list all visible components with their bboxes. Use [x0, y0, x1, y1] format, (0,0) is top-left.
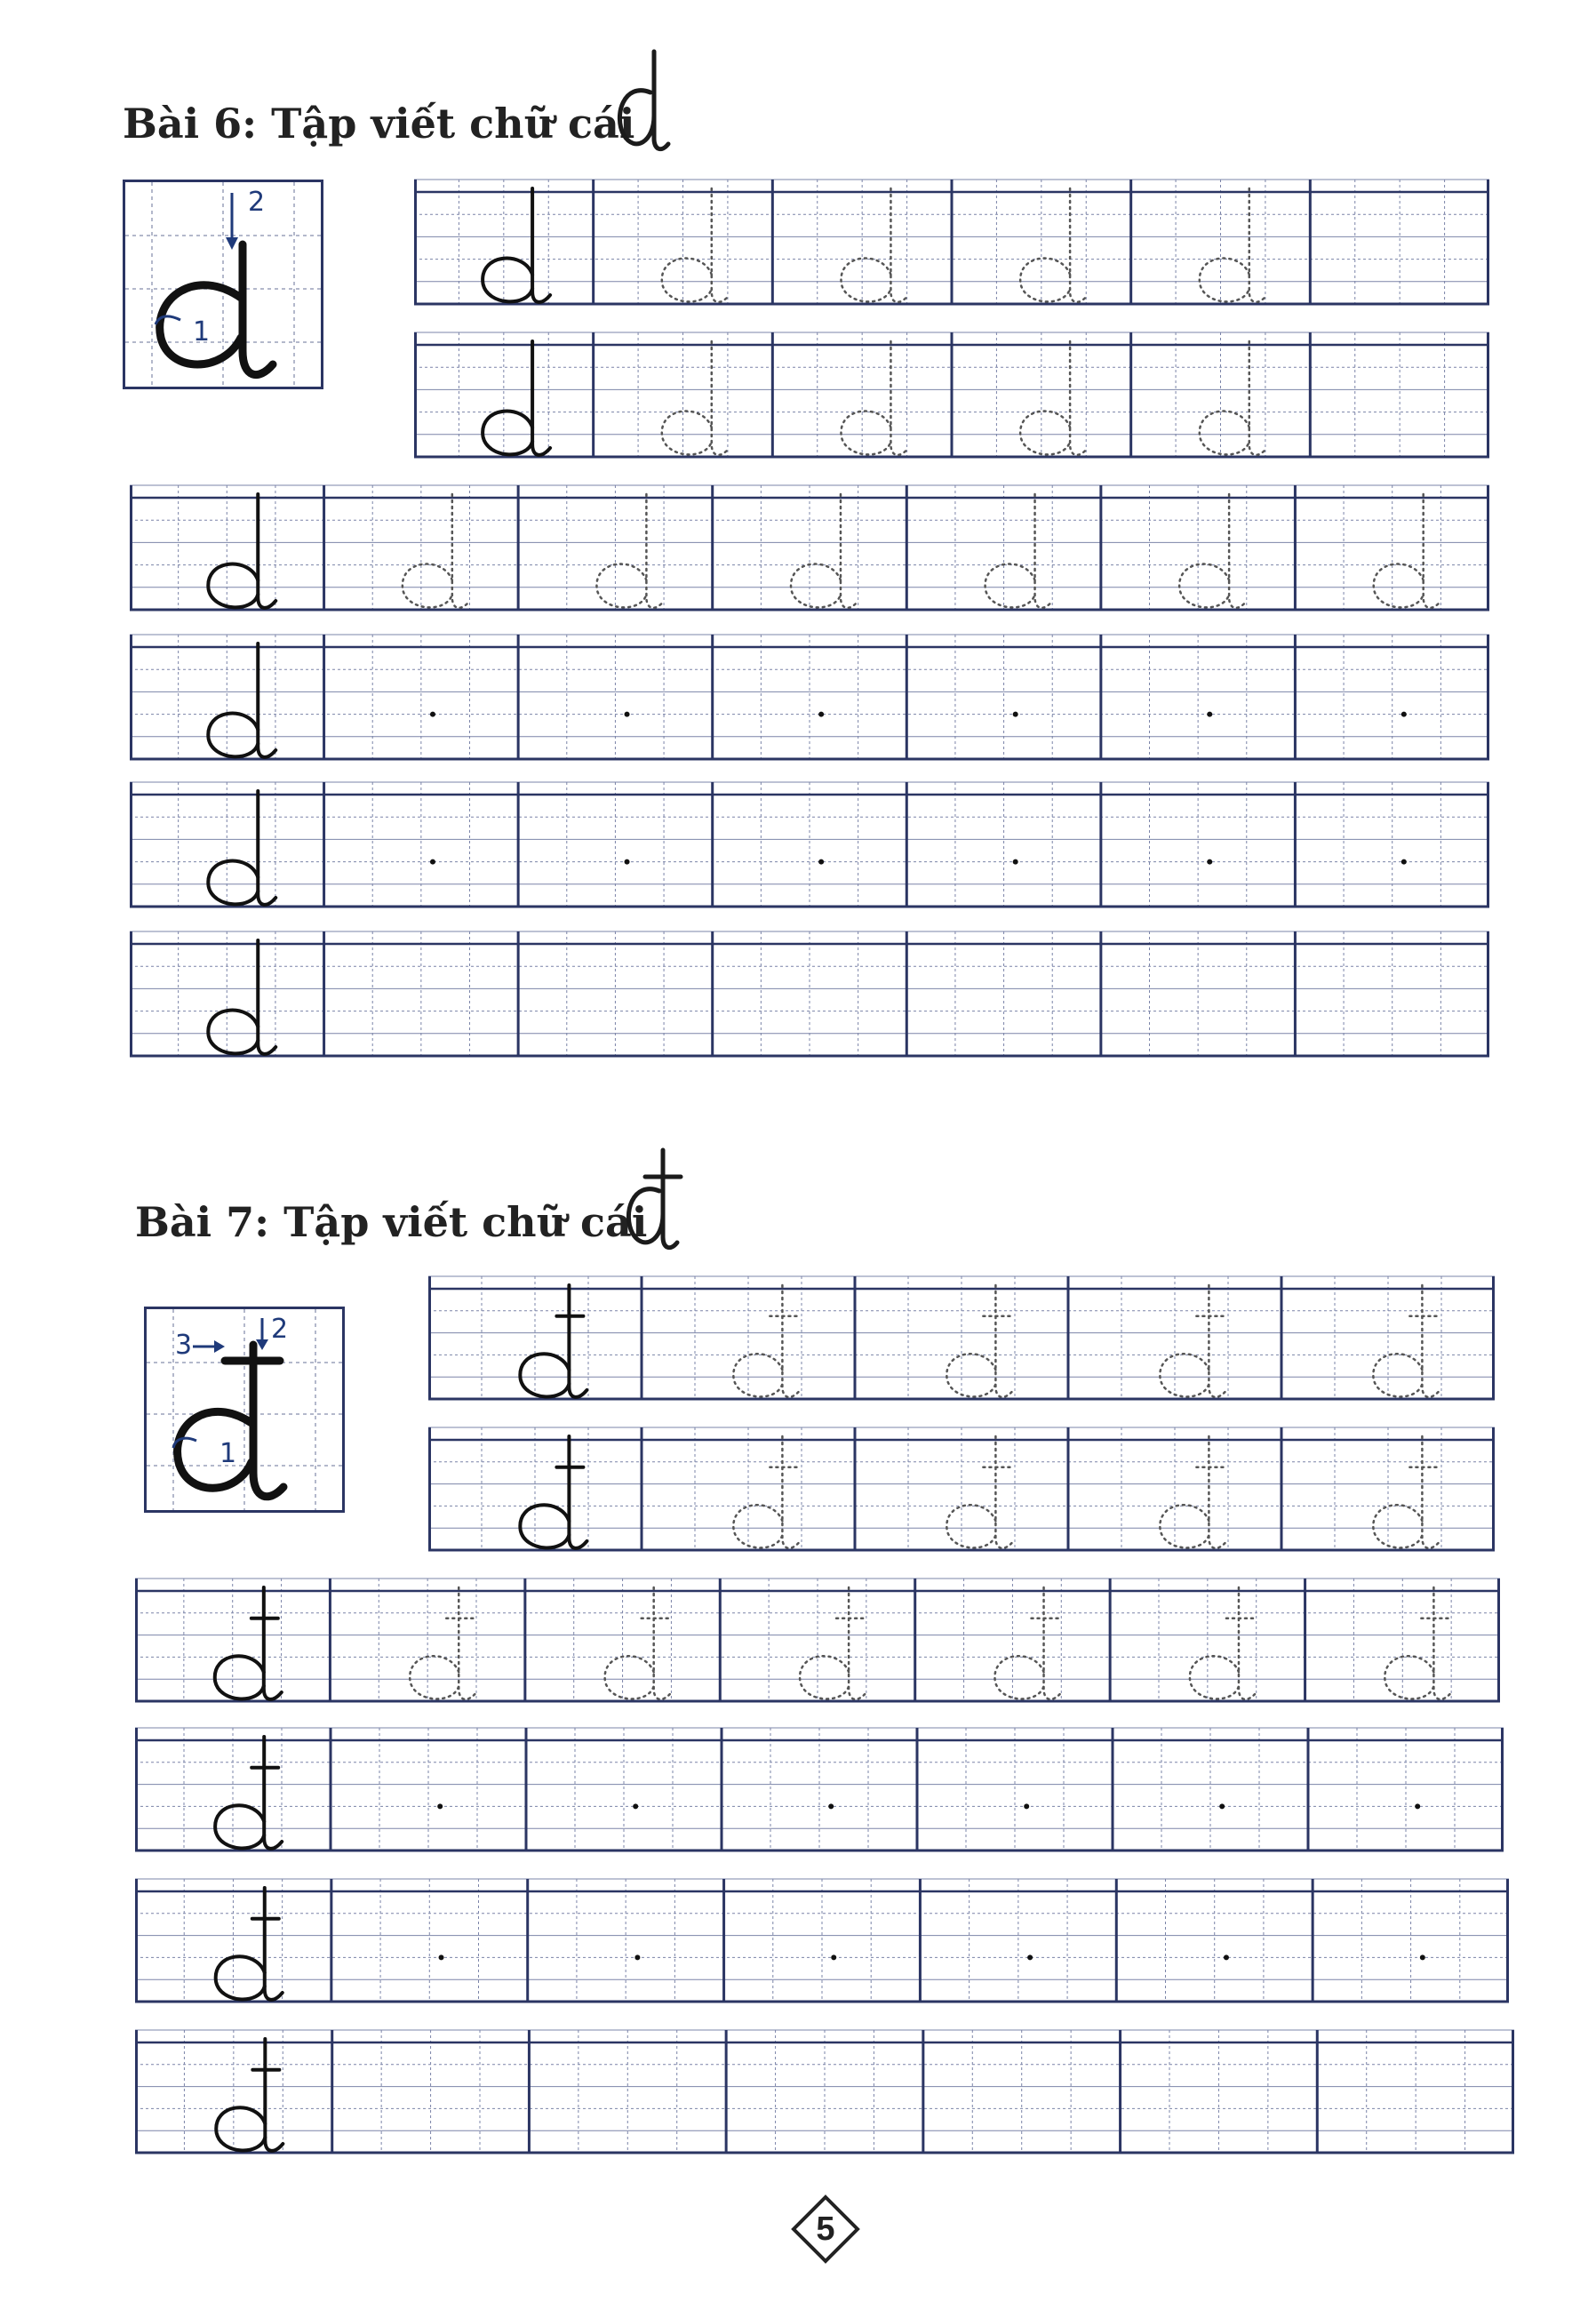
- practice-row[interactable]: [135, 1575, 1500, 1708]
- letter-bowl: [1200, 259, 1249, 302]
- start-dot: [1219, 1803, 1225, 1809]
- letter-bowl: [403, 564, 452, 608]
- letter-bowl: [841, 259, 890, 302]
- letter-stem: [569, 1285, 587, 1397]
- letter-stem: [264, 1587, 282, 1699]
- letter-bowl: [733, 1505, 782, 1547]
- title-letter-dd-glyph: [613, 1145, 702, 1260]
- practice-row[interactable]: [135, 1875, 1509, 2009]
- letter-bowl: [1190, 1656, 1239, 1699]
- start-dot: [1401, 712, 1407, 717]
- practice-row[interactable]: [130, 482, 1489, 617]
- letter-stem: [1424, 494, 1441, 608]
- letter-stem: [532, 341, 550, 455]
- section-title-bai7: Bài 7: Tập viết chữ cái: [135, 1198, 648, 1246]
- stroke-number-2: 2: [248, 187, 266, 218]
- letter-bowl: [208, 861, 258, 905]
- letter-stem: [452, 494, 470, 608]
- letter-bowl: [520, 1505, 569, 1547]
- letter-bowl: [596, 564, 646, 608]
- letter-bowl: [208, 1011, 258, 1054]
- start-dot: [1207, 859, 1212, 865]
- letter-bowl: [946, 1354, 995, 1396]
- start-dot: [818, 712, 824, 717]
- letter-bowl: [1200, 412, 1249, 455]
- letter-bowl: [483, 412, 532, 455]
- start-dot: [1024, 1803, 1029, 1809]
- start-dot: [1207, 712, 1212, 717]
- letter-bowl: [1020, 412, 1070, 455]
- letter-bowl: [1179, 564, 1229, 608]
- letter-stem: [1422, 1285, 1440, 1397]
- practice-row[interactable]: [135, 2026, 1514, 2160]
- letter-stem: [1239, 1587, 1257, 1699]
- letter-stem: [459, 1587, 476, 1699]
- letter-stem: [712, 188, 730, 302]
- letter-stem: [995, 1436, 1013, 1548]
- start-dot: [1224, 1954, 1229, 1960]
- letter-bowl: [733, 1354, 782, 1396]
- start-dot: [1027, 1954, 1033, 1960]
- letter-bowl: [215, 1656, 264, 1699]
- start-dot: [625, 712, 630, 717]
- letter-stem: [258, 940, 275, 1054]
- stroke-guide-d: [123, 180, 323, 389]
- start-dot: [818, 859, 824, 865]
- letter-bowl: [1373, 1505, 1422, 1547]
- letter-bowl: [1373, 1354, 1422, 1396]
- letter-stem: [782, 1436, 800, 1548]
- letter-bowl: [520, 1354, 569, 1396]
- letter-bowl: [662, 412, 712, 455]
- letter-bowl: [483, 259, 532, 302]
- stroke-number-1: 1: [193, 316, 211, 348]
- letter-stem: [1070, 341, 1088, 455]
- letter-bowl: [791, 564, 841, 608]
- letter-bowl: [605, 1656, 654, 1699]
- letter-stem: [1249, 341, 1267, 455]
- letter-stem: [265, 1888, 283, 2000]
- letter-bowl: [215, 1805, 264, 1848]
- start-dot: [437, 1803, 443, 1809]
- letter-stem: [995, 1285, 1013, 1397]
- letter-stem: [1209, 1285, 1226, 1397]
- practice-row[interactable]: [428, 1273, 1495, 1406]
- start-dot: [1013, 712, 1018, 717]
- letter-bowl: [208, 714, 258, 757]
- letter-bowl: [1160, 1354, 1209, 1396]
- stroke-number-1: 1: [219, 1438, 237, 1469]
- letter-bowl: [994, 1656, 1043, 1699]
- start-dot: [1415, 1803, 1420, 1809]
- letter-stem: [265, 2039, 283, 2151]
- start-dot: [634, 1954, 640, 1960]
- letter-stem: [654, 1587, 672, 1699]
- stroke-number-3: 3: [175, 1330, 193, 1361]
- letter-stem: [1209, 1436, 1226, 1548]
- start-dot: [430, 859, 435, 865]
- letter-stem: [841, 494, 858, 608]
- practice-row[interactable]: [135, 1724, 1504, 1858]
- practice-row[interactable]: [414, 176, 1489, 311]
- letter-bowl: [841, 412, 890, 455]
- letter-bowl: [1385, 1656, 1433, 1699]
- letter-bowl: [410, 1656, 459, 1699]
- letter-stem: [258, 791, 275, 905]
- letter-stem: [258, 494, 275, 608]
- stroke-number-2: 2: [271, 1314, 289, 1345]
- letter-stem: [890, 188, 908, 302]
- letter-stem: [258, 643, 275, 757]
- letter-stem: [1035, 494, 1053, 608]
- section-title-bai6: Bài 6: Tập viết chữ cái: [123, 100, 635, 148]
- letter-bowl: [946, 1505, 995, 1547]
- start-dot: [430, 712, 435, 717]
- letter-bowl: [208, 564, 258, 608]
- letter-stem: [890, 341, 908, 455]
- letter-stem: [1422, 1436, 1440, 1548]
- page-number: 5: [816, 2210, 835, 2248]
- practice-row[interactable]: [130, 779, 1489, 914]
- letter-bowl: [1374, 564, 1424, 608]
- letter-bowl: [216, 1956, 265, 1999]
- start-dot: [1013, 859, 1018, 865]
- practice-row[interactable]: [130, 928, 1489, 1063]
- letter-bowl: [800, 1656, 849, 1699]
- letter-stem: [569, 1436, 587, 1548]
- start-dot: [625, 859, 630, 865]
- letter-stem: [849, 1587, 866, 1699]
- letter-stem: [1249, 188, 1267, 302]
- practice-row[interactable]: [130, 631, 1489, 766]
- letter-stem: [782, 1285, 800, 1397]
- start-dot: [1401, 859, 1407, 865]
- start-dot: [831, 1954, 836, 1960]
- letter-bowl: [986, 564, 1035, 608]
- letter-bowl: [216, 2107, 265, 2150]
- start-dot: [828, 1803, 834, 1809]
- letter-stem: [1433, 1587, 1451, 1699]
- letter-bowl: [662, 259, 712, 302]
- start-dot: [1420, 1954, 1425, 1960]
- practice-row[interactable]: [428, 1424, 1495, 1557]
- letter-bowl: [1020, 259, 1070, 302]
- start-dot: [633, 1803, 638, 1809]
- letter-bowl: [1160, 1505, 1209, 1547]
- letter-stem: [1229, 494, 1247, 608]
- start-dot: [439, 1954, 444, 1960]
- title-letter-d-glyph: [604, 46, 693, 162]
- letter-stem: [1070, 188, 1088, 302]
- letter-stem: [646, 494, 664, 608]
- practice-row[interactable]: [414, 329, 1489, 464]
- letter-stem: [264, 1737, 282, 1849]
- letter-stem: [712, 341, 730, 455]
- stroke-guide-dd: [144, 1307, 345, 1513]
- letter-stem: [1044, 1587, 1062, 1699]
- letter-stem: [532, 188, 550, 302]
